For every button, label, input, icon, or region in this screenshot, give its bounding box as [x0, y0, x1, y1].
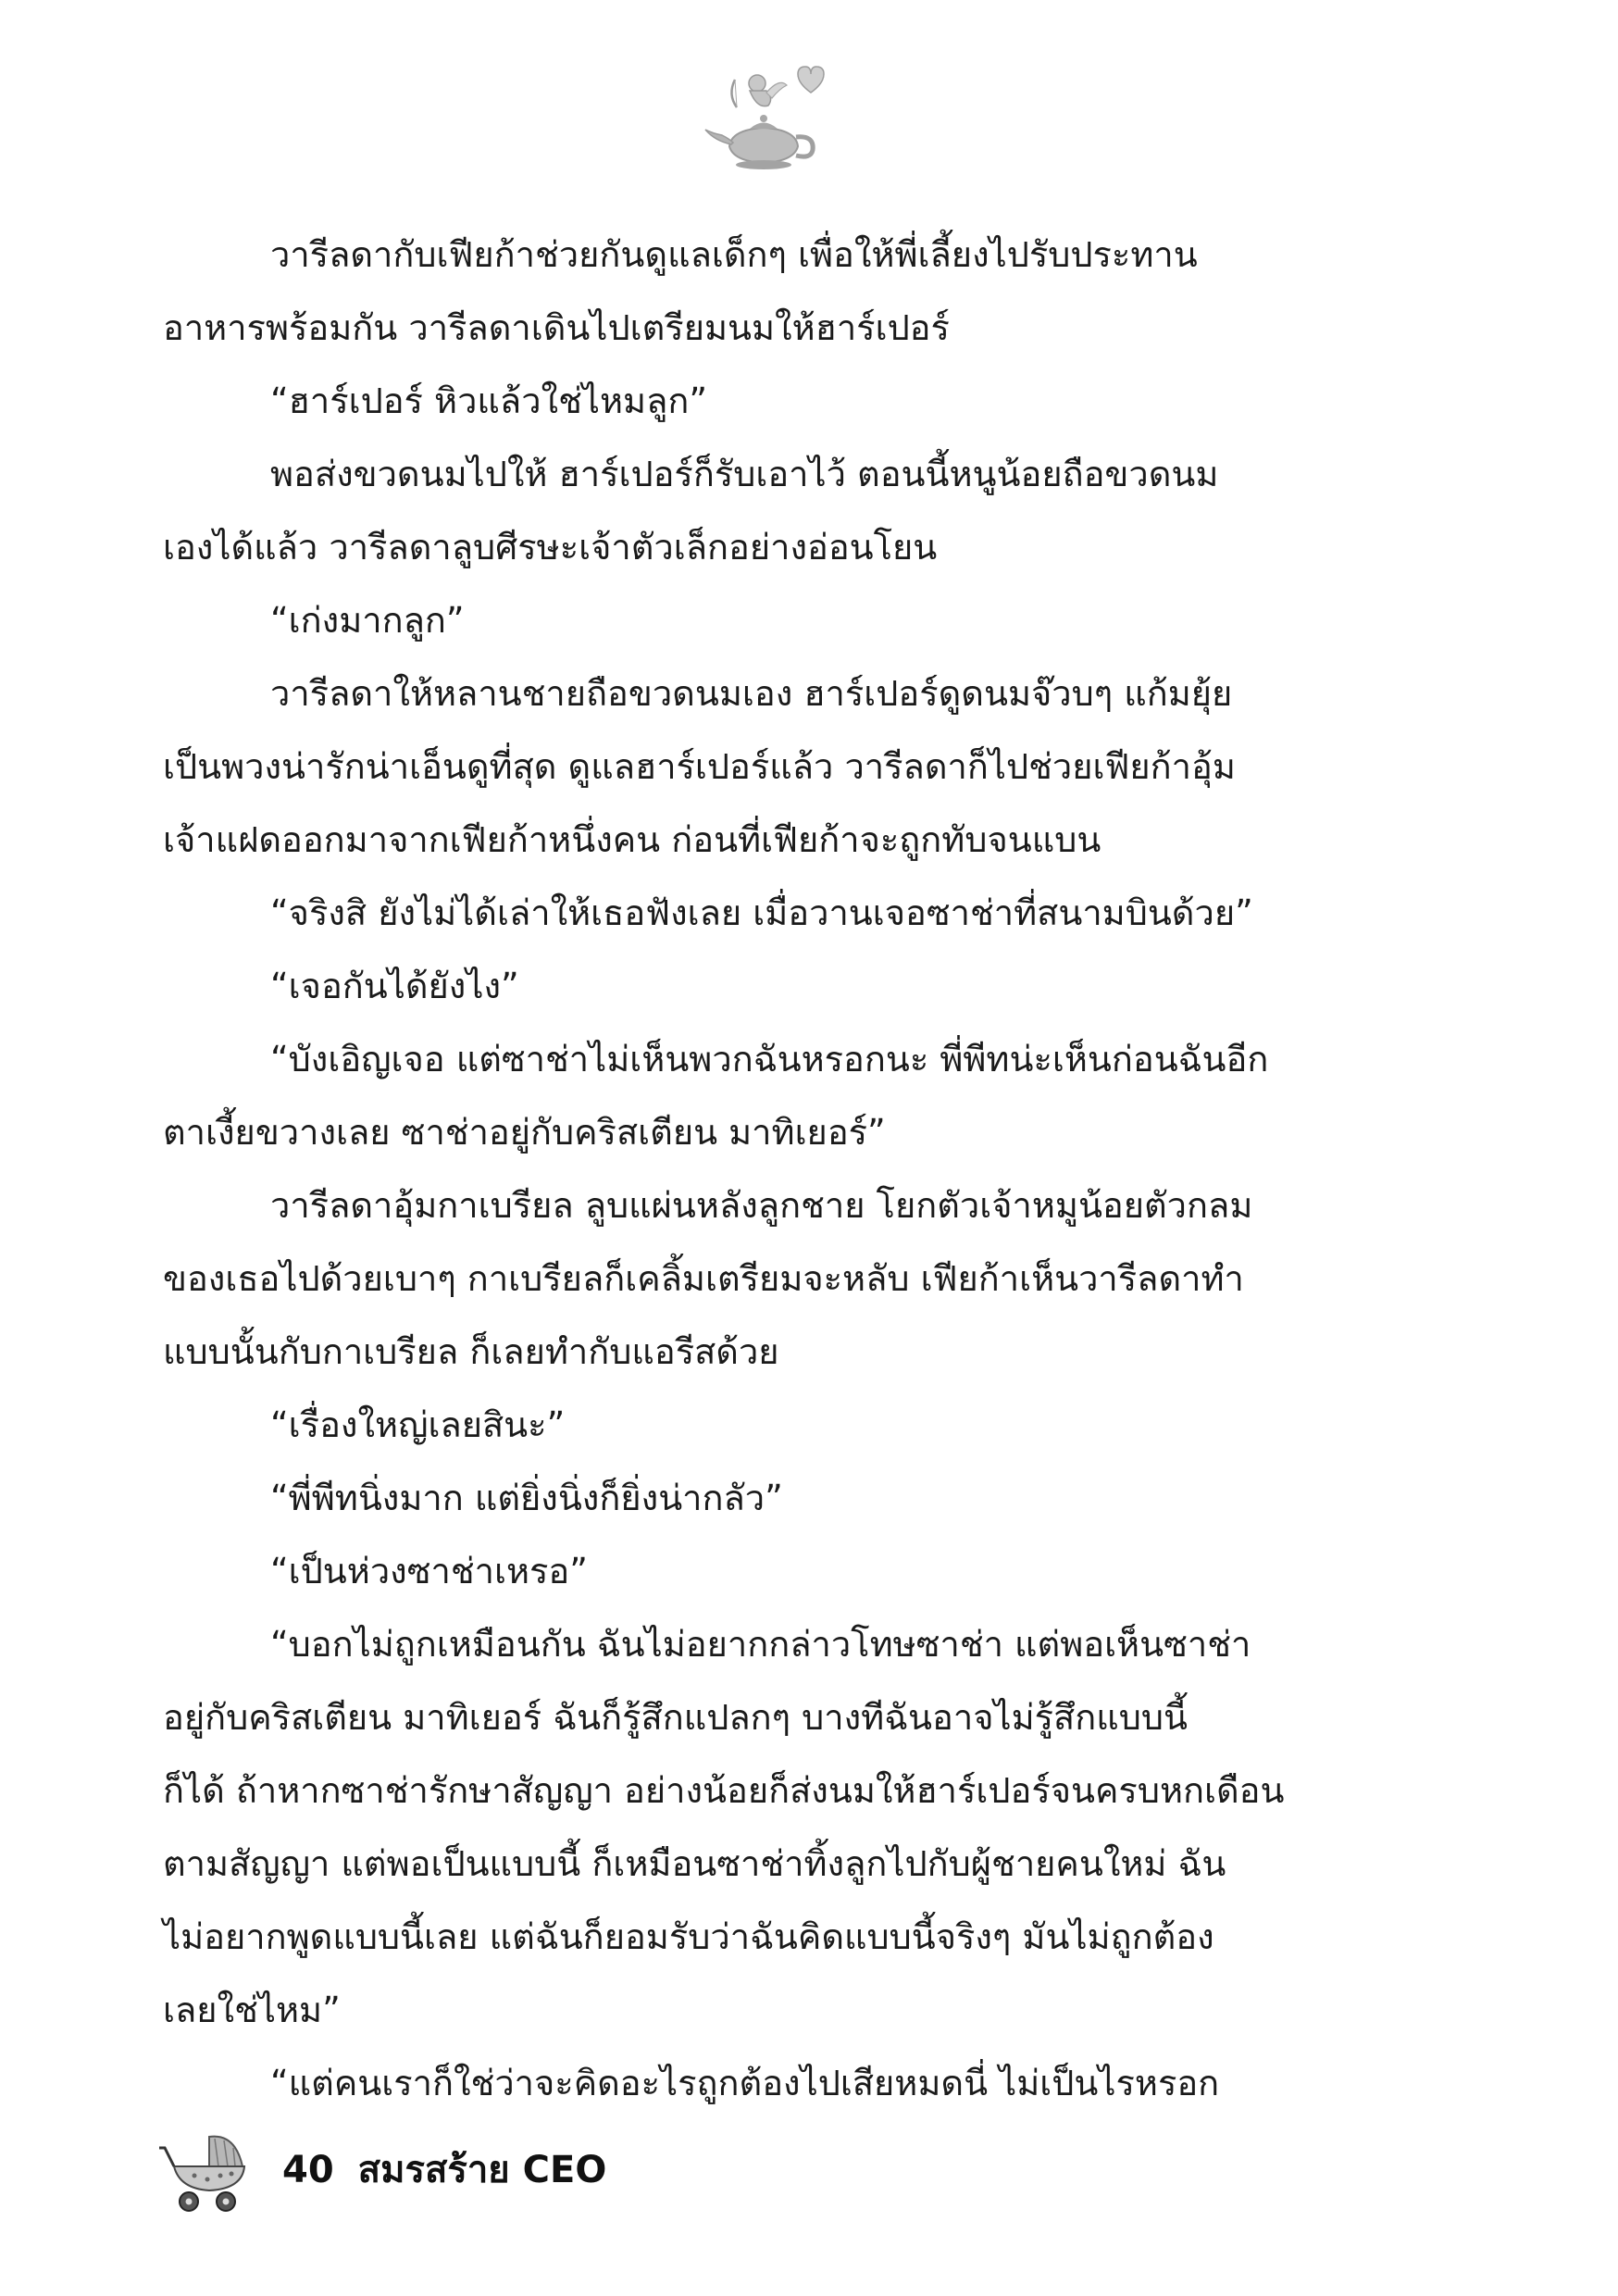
text-line: ตามสัญญา แต่พอเป็นแบบนี้ ก็เหมือนซาช่าทิ้งลูกไปกับผู้ชายคนใหม่ ฉัน	[163, 1843, 1226, 1884]
text-line: “บอกไม่ถูกเหมือนกัน ฉันไม่อยากกล่าวโทษซาช่า แต่พอเห็นซาช่า	[270, 1624, 1251, 1665]
page-number: 40	[282, 2149, 334, 2191]
page-footer	[157, 2120, 990, 2222]
text-line: “พี่พีทนิ่งมาก แต่ยิ่งนิ่งก็ยิ่งน่ากลัว”	[270, 1478, 783, 1518]
text-line: “จริงสิ ยังไม่ได้เล่าให้เธอฟังเลย เมื่อวานเจอซาช่าที่สนามบินด้วย”	[270, 892, 1253, 933]
text-line: วารีลดากับเฟียก้าช่วยกันดูแลเด็กๆ เพื่อให้พี่เลี้ยงไปรับประทาน	[270, 234, 1198, 275]
teapot-cupid-ornament-icon	[694, 57, 833, 178]
book-title: สมรสร้าย CEO	[357, 2149, 607, 2191]
text-line: ก็ได้ ถ้าหากซาช่ารักษาสัญญา อย่างน้อยก็ส่งนมให้ฮาร์เปอร์จนครบหกเดือน	[163, 1770, 1285, 1811]
text-line: พอส่งขวดนมไปให้ ฮาร์เปอร์ก็รับเอาไว้ ตอนนี้หนูน้อยถือขวดนม	[270, 454, 1219, 494]
text-line: เป็นพวงน่ารักน่าเอ็นดูที่สุด ดูแลฮาร์เปอร์แล้ว วารีลดาก็ไปช่วยเฟียก้าอุ้ม	[163, 746, 1236, 787]
baby-carriage-icon	[157, 2120, 254, 2216]
text-line: “เรื่องใหญ่เลยสินะ”	[270, 1404, 566, 1445]
text-line: เจ้าแฝดออกมาจากเฟียก้าหนึ่งคน ก่อนที่เฟียก้าจะถูกทับจนแบน	[163, 819, 1101, 860]
text-line: “บังเอิญเจอ แต่ซาช่าไม่เห็นพวกฉันหรอกนะ พี่พีทน่ะเห็นก่อนฉันอีก	[270, 1039, 1269, 1079]
text-line: วารีลดาอุ้มกาเบรียล ลูบแผ่นหลังลูกชาย โยกตัวเจ้าหมูน้อยตัวกลม	[270, 1185, 1253, 1226]
text-line: “เป็นห่วงซาช่าเหรอ”	[270, 1551, 588, 1591]
text-line: วารีลดาให้หลานชายถือขวดนมเอง ฮาร์เปอร์ดูดนมจ๊วบๆ แก้มยุ้ย	[270, 673, 1233, 714]
footer-text	[282, 2146, 606, 2194]
text-line: “แต่คนเราก็ใช่ว่าจะคิดอะไรถูกต้องไปเสียหมดนี่ ไม่เป็นไรหรอก	[270, 2063, 1220, 2103]
text-line: อยู่กับคริสเตียน มาทิเยอร์ ฉันก็รู้สึกแปลกๆ บางทีฉันอาจไม่รู้สึกแบบนี้	[163, 1697, 1188, 1738]
text-line: แบบนั้นกับกาเบรียล ก็เลยทำกับแอรีสด้วย	[163, 1331, 779, 1372]
text-line: เลยใช่ไหม”	[163, 1990, 341, 2030]
text-line: ตาเงี้ยขวางเลย ซาช่าอยู่กับคริสเตียน มาทิเยอร์”	[163, 1112, 886, 1153]
text-line: ไม่อยากพูดแบบนี้เลย แต่ฉันก็ยอมรับว่าฉันคิดแบบนี้จริงๆ มันไม่ถูกต้อง	[163, 1916, 1214, 1957]
text-line: อาหารพร้อมกัน วารีลดาเดินไปเตรียมนมให้ฮาร์เปอร์	[163, 307, 950, 348]
text-line: ของเธอไปด้วยเบาๆ กาเบรียลก็เคลิ้มเตรียมจะหลับ เฟียก้าเห็นวารีลดาทำ	[163, 1258, 1244, 1299]
text-line: เองได้แล้ว วารีลดาลูบศีรษะเจ้าตัวเล็กอย่างอ่อนโยน	[163, 527, 938, 568]
text-line: “เก่งมากลูก”	[270, 600, 465, 641]
text-line: “ฮาร์เปอร์ หิวแล้วใช่ไหมลูก”	[270, 381, 708, 421]
text-line: “เจอกันได้ยังไง”	[270, 966, 519, 1006]
body-text	[163, 218, 1366, 2120]
